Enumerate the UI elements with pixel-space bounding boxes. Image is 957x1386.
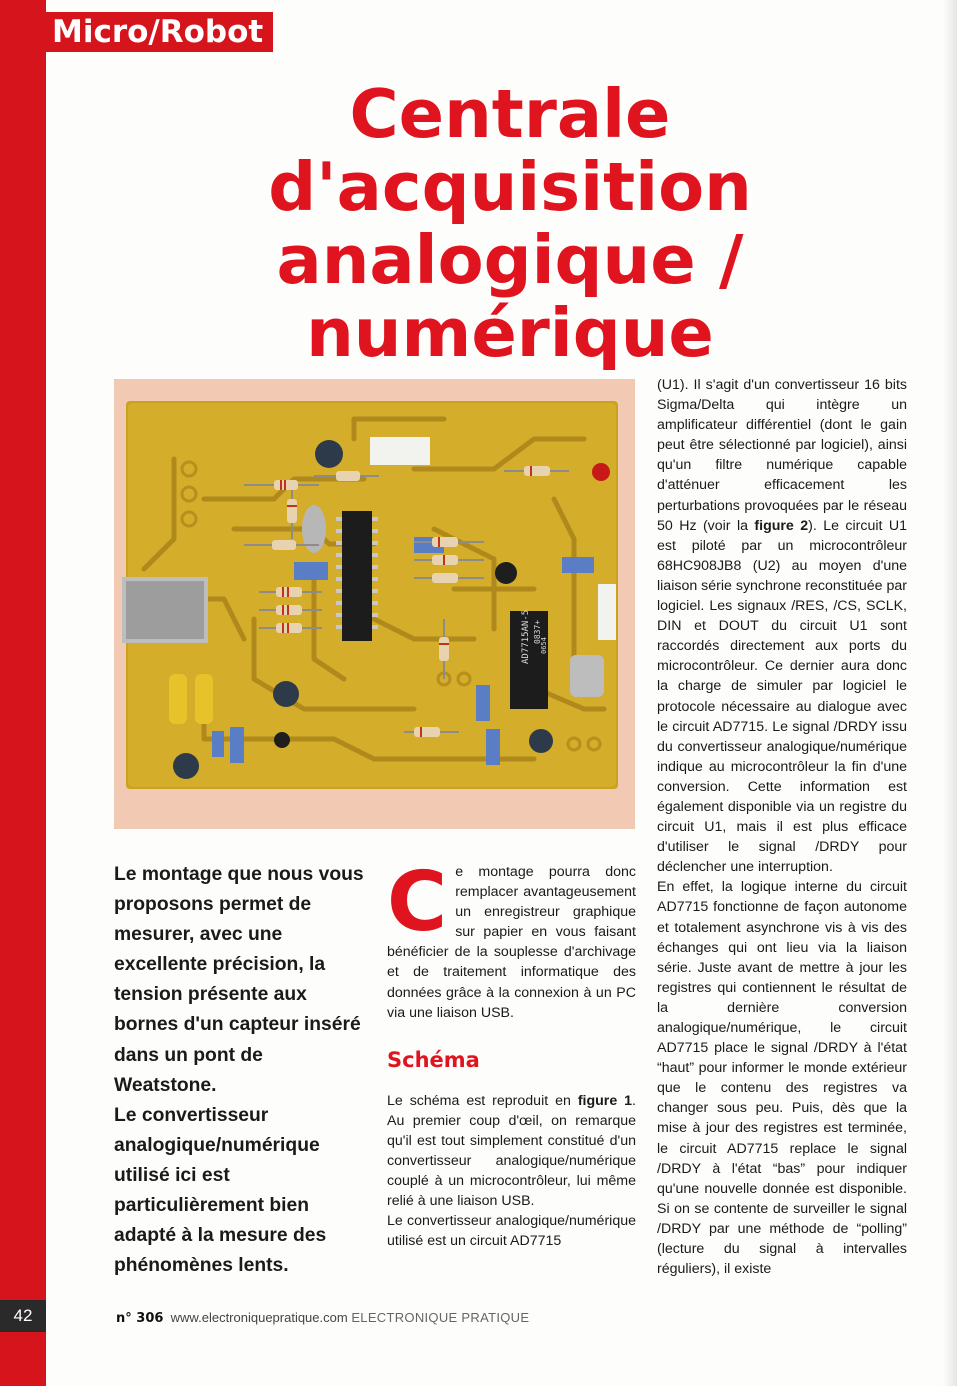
page-edge-shadow	[943, 0, 957, 1386]
page-footer	[116, 1310, 529, 1326]
magazine-name: ELECTRONIQUE PRATIQUE	[351, 1310, 530, 1325]
pcb-illustration	[114, 379, 635, 829]
figure-reference: figure 2	[754, 517, 809, 534]
text-run: Le schéma est reproduit en	[387, 1092, 578, 1109]
lead-paragraph	[114, 860, 364, 1281]
text-run: . Au premier coup d'œil, on remarque qu'il est tout simplement constitué d'un convertisseur analogique/numérique couplé à un microcontrôleur, lui même relié à une liaison USB.	[387, 1092, 636, 1210]
section-tag: Micro/Robot	[42, 12, 273, 52]
title-line: d'acquisition	[268, 148, 752, 226]
title-line: numérique	[306, 294, 714, 372]
body-paragraph: Le convertisseur analogique/numérique utilisé est un circuit AD7715	[387, 1213, 636, 1250]
drop-cap: C	[387, 855, 448, 950]
circuit-board-photo	[114, 379, 635, 829]
website-url: www.electroniquepratique.com	[170, 1310, 348, 1325]
body-paragraph: En effet, la logique interne du circuit AD7715 fonctionne de façon autonome et totalement asynchrone vis à vis des échanges qui ont lieu via la liaison série. Juste avant de mettre à jour les registres qui contiennent le résultat de la dernière conversion analogique/numérique, le circuit AD7715 place le signal /DRDY à l'état “haut” pour informer le monde extérieur que le contenu des registres va changer sous peu. Puis, dès que la mise à jour des registres est terminée, le circuit AD7715 replace le signal /DRDY à l'état “bas” pour indiquer qu'une nouvelle donnée est disponible. Si on se contente de surveiller le signal /DRDY par une méthode de “polling” (lecture du signal à intervalles réguliers), il existe	[657, 879, 907, 1278]
body-paragraph	[387, 1091, 636, 1212]
body-column-3	[657, 375, 907, 1279]
body-paragraph	[657, 375, 907, 877]
chip-label: 0837+	[533, 619, 542, 644]
title-line: Centrale	[349, 75, 671, 153]
intro-text: e montage pourra donc remplacer avantageusement un enregistreur graphique sur papier en vous faisant bénéficier de la souplesse d'archivage et de traitement informatique des données grâce à la connexion à un PC via une liaison USB.	[387, 864, 636, 1021]
section-heading: Schéma	[387, 1047, 480, 1072]
title-line: analogique /	[276, 221, 744, 299]
chip-label: AD7715AN-5	[521, 609, 531, 664]
red-margin-bar	[0, 0, 46, 1386]
lead-text: Le convertisseur analogique/numérique utilisé ici est particulièrement bien adapté à la mesure des phénomènes lents.	[114, 1104, 327, 1277]
intro-paragraph	[387, 855, 636, 1023]
chip-label: 0654	[540, 637, 548, 654]
text-run: (U1). Il s'agit d'un convertisseur 16 bits Sigma/Delta qui intègre un amplificateur différentiel (dont le gain peut être sélectionné par logiciel), ainsi qu'un filtre numérique capable d'atténuer efficacement les perturbations provoquées par le réseau 50 Hz (voir la	[657, 377, 907, 534]
issue-number: n° 306	[116, 1311, 164, 1326]
text-run: ). Le circuit U1 est piloté par un microcontrôleur 68HC908JB8 (U2) au moyen d'une liaison série synchrone reconstituée par logiciel. Les signaux /RES, /CS, SCLK, DIN et DOUT du circuit U1 sont raccordés directement aux ports du microcontrôleur. Ce dernier aura donc la charge de simuler par logiciel le protocole nécessaire au dialogue avec le circuit AD7715. Le signal /DRDY issu du convertisseur analogique/numérique indique au microcontrôleur la fin d'une conversion. Cette information est également disponible via un registre du circuit U1, mais il est plus efficace d'utiliser le signal /DRDY pour déclencher une interruption.	[657, 517, 907, 876]
page-number: 42	[0, 1300, 46, 1332]
body-column-2	[387, 855, 636, 1252]
article-title	[150, 75, 870, 372]
figure-reference: figure 1	[577, 1092, 633, 1109]
lead-text: Le montage que nous vous proposons permet de mesurer, avec une excellente précision, la tension présente aux bornes d'un capteur inséré dans un pont de Weatstone.	[114, 864, 364, 1096]
